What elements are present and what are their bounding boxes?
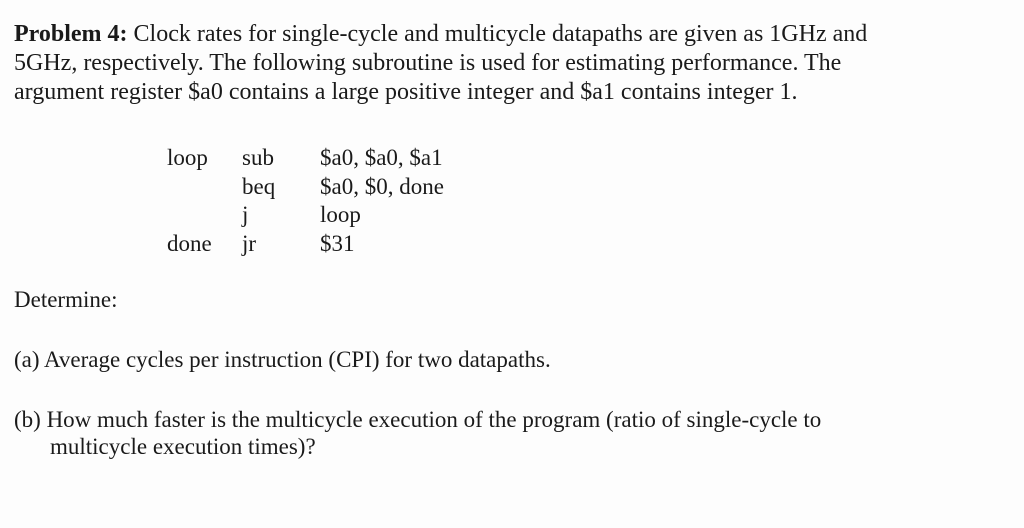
problem-text-line-3: argument register $a0 contains a large positive integer and $a1 contains integer 1. [14,79,798,105]
code-row [167,144,444,173]
problem-label: Problem 4: [14,21,128,47]
problem-text-line-2: 5GHz, respectively. The following subroutine is used for estimating performance. The [14,50,842,76]
question-a: (a) Average cycles per instruction (CPI) for two datapaths. [14,347,551,372]
assembly-code-listing [167,144,444,258]
code-label [167,201,242,230]
question-b-line-2: multicycle execution times)? [50,434,316,459]
determine-heading: Determine: [14,287,118,312]
problem-statement [14,20,1004,107]
code-opcode: beq [242,173,276,199]
question-b-line-1: (b) How much faster is the multicycle execution of the program (ratio of single-cycle to [14,407,822,432]
code-row [167,173,444,202]
code-opcode: sub [242,145,274,170]
code-label: done [167,230,212,256]
code-opcode: jr [242,230,257,256]
question-b [14,406,1004,460]
code-label [167,173,242,202]
code-opcode: j [242,202,249,227]
code-row [167,230,444,259]
code-operands: loop [320,202,361,227]
code-label: loop [167,145,208,170]
code-operands: $31 [320,230,355,256]
code-operands: $a0, $a0, $a1 [320,145,443,170]
code-operands: $a0, $0, done [320,173,444,199]
problem-text-line-1: Clock rates for single-cycle and multicycle datapaths are given as 1GHz and [133,21,868,47]
code-row [167,201,444,230]
